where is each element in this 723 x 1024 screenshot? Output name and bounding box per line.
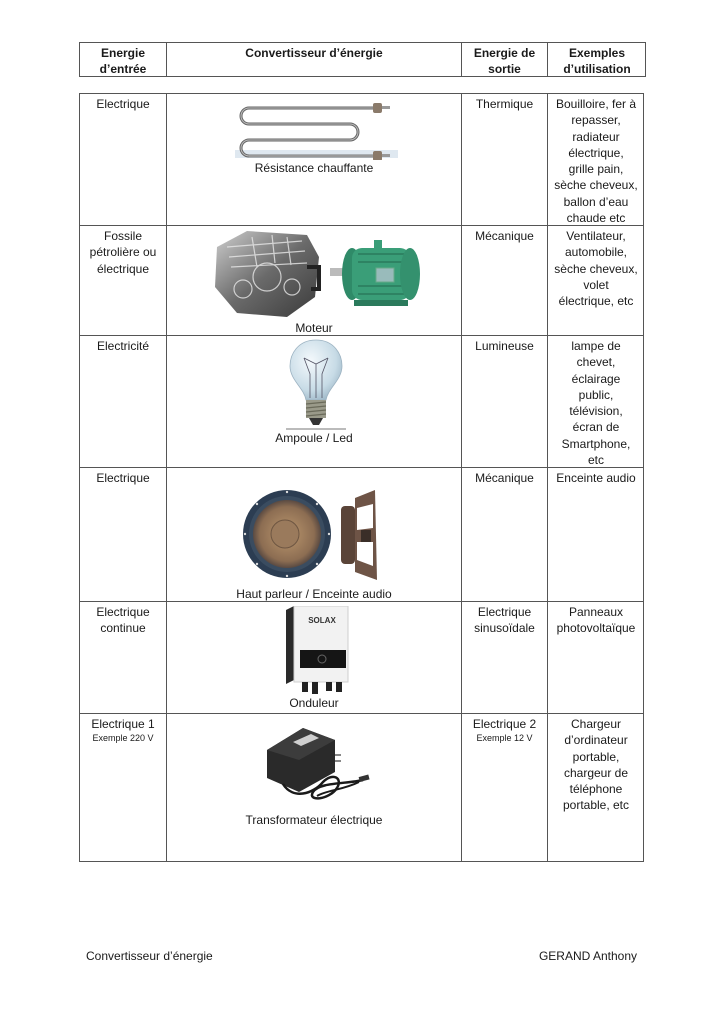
- input-energy-cell: [80, 714, 166, 861]
- cell-text: public,: [578, 387, 614, 402]
- table-row: [80, 94, 643, 225]
- cell-text: Electricité: [96, 339, 149, 353]
- cell-text: Ventilateur,: [566, 229, 626, 243]
- output-energy-cell: [461, 226, 547, 335]
- cell-text: Fossile: [103, 229, 142, 243]
- table-row: [80, 601, 643, 713]
- converter-caption: Haut parleur / Enceinte audio: [236, 587, 392, 601]
- header-energie-entree: [80, 43, 166, 76]
- electric-motor-icon: [330, 236, 425, 310]
- examples-cell: [547, 468, 644, 601]
- table-row: [80, 225, 643, 335]
- converter-caption: Onduleur: [289, 696, 339, 710]
- cell-text: chargeur de: [563, 765, 629, 780]
- converter-cell: [166, 226, 461, 335]
- header-table: [79, 42, 646, 77]
- cell-text: etc: [587, 453, 604, 468]
- converter-caption: Moteur: [295, 321, 333, 335]
- input-energy-cell: [80, 336, 166, 467]
- table-row: [80, 335, 643, 467]
- header-energie-sortie: [461, 43, 547, 76]
- cell-text: Electrique: [96, 97, 150, 111]
- converter-caption: Ampoule / Led: [275, 431, 353, 445]
- cell-text: repasser,: [571, 113, 621, 128]
- cell-text: écran de: [572, 420, 620, 435]
- output-voltage-note: Exemple 12 V: [476, 733, 533, 744]
- input-voltage-note: Exemple 220 V: [92, 733, 154, 744]
- cell-text: Mécanique: [475, 229, 534, 243]
- cell-text: télévision,: [569, 404, 623, 419]
- header-text: Convertisseur d’énergie: [245, 46, 383, 60]
- power-adapter-icon: [263, 720, 373, 806]
- footer-title: Convertisseur d’énergie: [86, 949, 213, 963]
- output-energy-cell: [461, 602, 547, 713]
- header-text: d’utilisation: [563, 62, 631, 76]
- table-row: [80, 467, 643, 601]
- cell-text: continue: [100, 621, 146, 636]
- cell-text: Electrique 2: [472, 717, 537, 731]
- cell-text: Mécanique: [475, 471, 534, 485]
- converter-caption: Transformateur électrique: [245, 813, 383, 827]
- cell-text: Electrique: [96, 471, 150, 485]
- cell-text: chevet,: [576, 355, 616, 370]
- input-energy-cell: [80, 468, 166, 601]
- converter-cell: [166, 714, 461, 861]
- cell-text: téléphone: [569, 782, 623, 797]
- converter-cell: [166, 94, 461, 225]
- cell-text: d’ordinateur: [564, 733, 628, 748]
- light-bulb-icon: [286, 338, 346, 432]
- heating-element-icon: [235, 100, 398, 160]
- input-energy-cell: [80, 94, 166, 225]
- cell-text: Panneaux: [568, 605, 624, 619]
- cell-text: portable,: [572, 749, 620, 764]
- table-row: [80, 713, 643, 861]
- converter-caption: Résistance chauffante: [254, 161, 374, 175]
- cell-text: automobile,: [564, 245, 628, 260]
- examples-cell: [547, 336, 644, 467]
- header-text: Energie de: [473, 46, 536, 60]
- cell-text: électrique: [96, 261, 150, 276]
- footer-author: GERAND Anthony: [538, 949, 637, 963]
- cell-text: Electrique 1: [91, 717, 155, 731]
- output-energy-cell: [461, 468, 547, 601]
- header-text: sortie: [488, 62, 521, 76]
- cell-text: Enceinte audio: [556, 471, 636, 485]
- cell-text: pétrolière ou: [89, 245, 157, 260]
- cell-text: Bouilloire, fer à: [555, 97, 637, 111]
- examples-cell: [547, 94, 644, 225]
- cell-text: photovoltaïque: [556, 621, 636, 636]
- cell-text: lampe de: [571, 339, 621, 353]
- loudspeaker-icon: [243, 488, 383, 584]
- cell-text: chaude etc: [566, 211, 626, 226]
- cell-text: Thermique: [475, 97, 534, 111]
- inverter-icon: [282, 606, 352, 696]
- header-text: Exemples: [568, 46, 626, 60]
- converter-cell: [166, 468, 461, 601]
- converter-table: [79, 93, 644, 862]
- cell-text: Electrique: [477, 605, 532, 619]
- examples-cell: [547, 714, 644, 861]
- output-energy-cell: [461, 336, 547, 467]
- cell-text: sèche cheveux,: [554, 261, 638, 276]
- output-energy-cell: [461, 94, 547, 225]
- output-energy-cell: [461, 714, 547, 861]
- cell-text: sinusoïdale: [474, 621, 535, 636]
- cell-text: radiateur: [572, 129, 620, 144]
- header-convertisseur: [166, 43, 461, 76]
- cell-text: électrique,: [568, 145, 624, 160]
- input-energy-cell: [80, 226, 166, 335]
- cell-text: volet: [583, 277, 609, 292]
- cell-text: éclairage: [571, 371, 621, 386]
- cell-text: électrique, etc: [558, 294, 634, 309]
- header-text: d’entrée: [99, 62, 147, 76]
- cell-text: Chargeur: [570, 717, 622, 731]
- converter-cell: [166, 336, 461, 467]
- cell-text: portable, etc: [562, 798, 630, 813]
- input-energy-cell: [80, 602, 166, 713]
- cell-text: Lumineuse: [475, 339, 534, 353]
- header-text: Energie: [100, 46, 145, 60]
- examples-cell: [547, 226, 644, 335]
- combustion-engine-icon: [207, 227, 327, 319]
- inverter-brand: SOLAX: [308, 616, 336, 625]
- cell-text: Smartphone,: [561, 436, 631, 451]
- header-exemples: [547, 43, 646, 76]
- converter-cell: [166, 602, 461, 713]
- cell-text: sèche cheveux,: [554, 178, 638, 193]
- cell-text: grille pain,: [568, 162, 624, 177]
- cell-text: Electrique: [96, 605, 150, 619]
- examples-cell: [547, 602, 644, 713]
- cell-text: ballon d’eau: [563, 194, 629, 209]
